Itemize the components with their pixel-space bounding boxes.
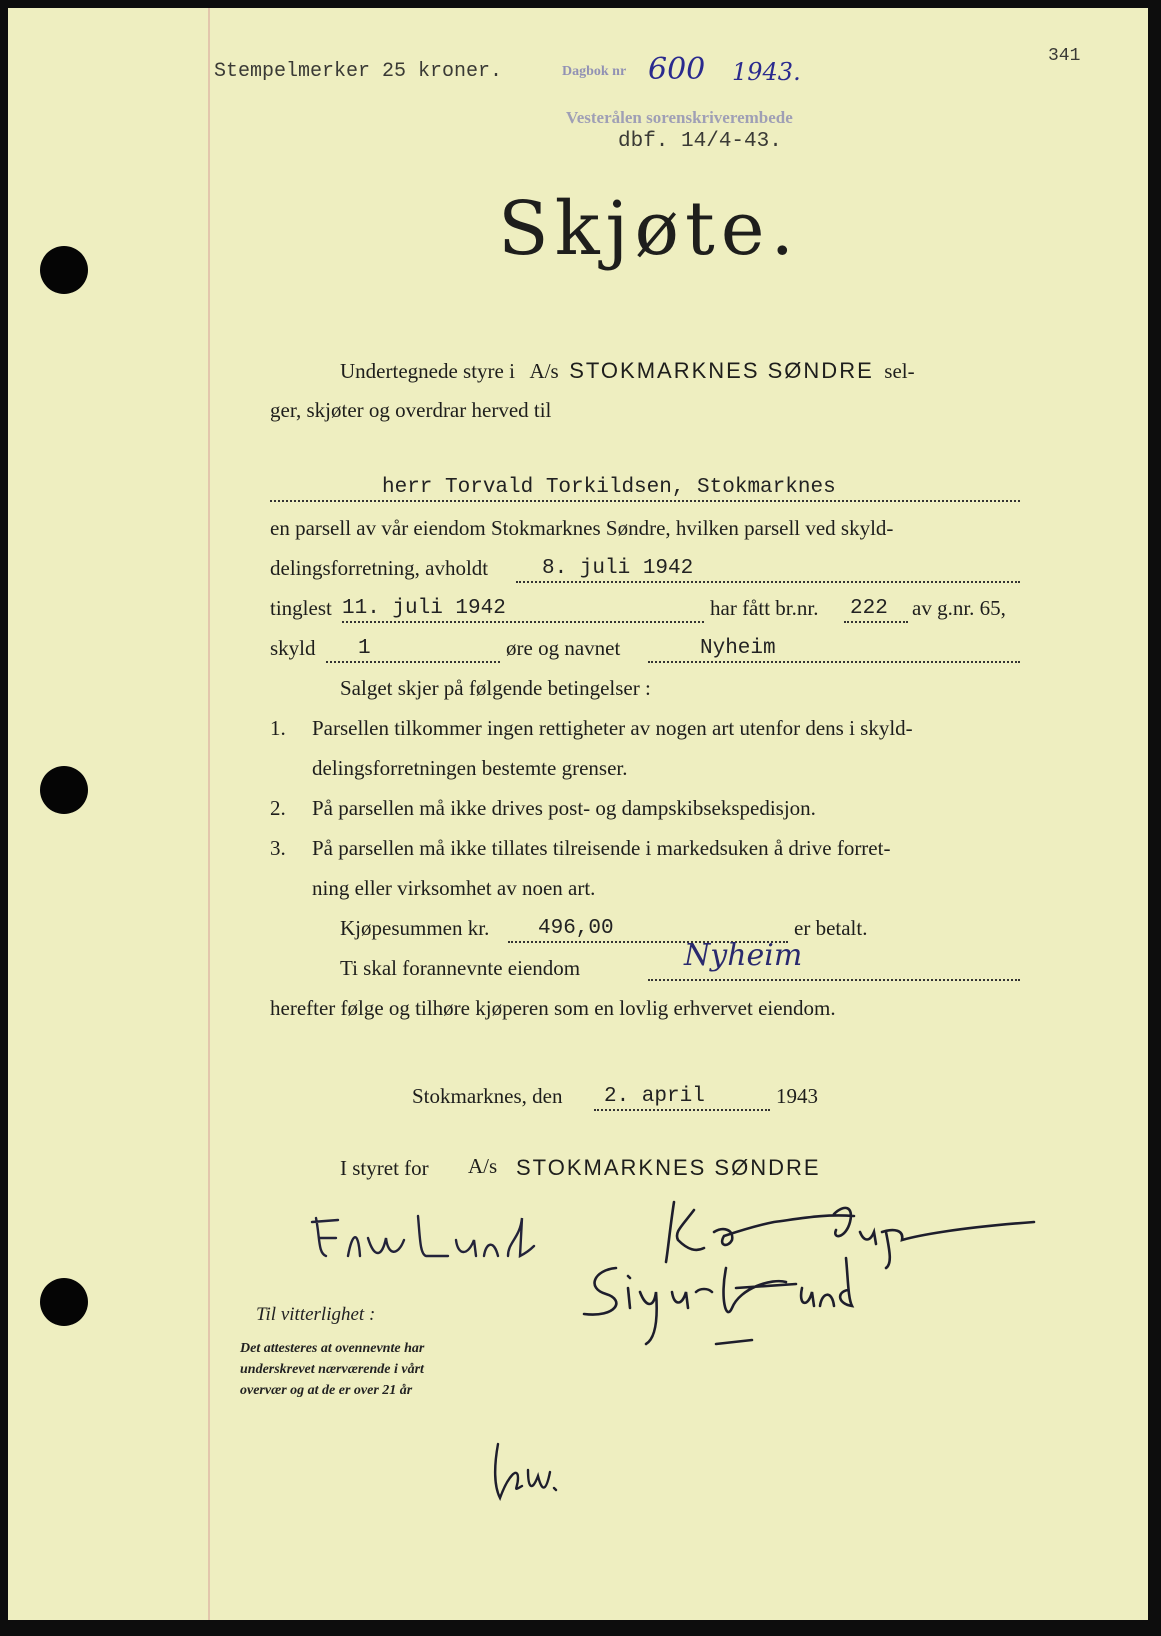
intro-text bbox=[340, 358, 915, 384]
office-stamp: Vesterålen sorenskriverembede bbox=[566, 108, 793, 127]
condition-text: ning eller virksomhet av noen art. bbox=[312, 876, 596, 900]
dbf-note: dbf. 14/4-43. bbox=[618, 130, 782, 153]
board-label: I styret for bbox=[340, 1156, 429, 1180]
skyld-label: skyld bbox=[270, 636, 316, 660]
skyld-value: 1 bbox=[358, 637, 371, 660]
condition-text: På parsellen må ikke drives post- og dampskibsekspedisjon. bbox=[312, 796, 816, 820]
signature-einar-lund bbox=[308, 1198, 548, 1268]
navnet-label: øre og navnet bbox=[506, 636, 621, 660]
condition-number: 2. bbox=[270, 796, 286, 820]
witness-initials-signature bbox=[488, 1436, 578, 1506]
henceforth-dotted-line bbox=[648, 979, 1020, 981]
intro-start: Undertegnede styre i bbox=[340, 359, 515, 383]
brnr-dotted-line bbox=[844, 621, 908, 623]
condition-number: 3. bbox=[270, 836, 286, 860]
board-as-mark: A/s bbox=[468, 1154, 498, 1178]
condition-text: Parsellen tilkommer ingen rettigheter av nogen art utenfor dens i skyld- bbox=[312, 716, 913, 740]
held-date: 8. juli 1942 bbox=[542, 557, 694, 580]
document-title: Skjøte. bbox=[498, 186, 801, 272]
witness-title: Til vitterlighet : bbox=[256, 1304, 376, 1325]
condition-number: 1. bbox=[270, 716, 286, 740]
company-name: STOKMARKNES SØNDRE bbox=[569, 358, 874, 383]
witness-line: Det attesteres at ovennevnte har bbox=[240, 1341, 425, 1356]
body-line-3: en parsell av vår eiendom Stokmarknes Søndre, hvilken parsell ved skyld- bbox=[270, 516, 894, 540]
dateline-date: 2. april bbox=[604, 1085, 705, 1108]
skyld-dotted-line bbox=[326, 661, 500, 663]
punch-hole bbox=[40, 766, 88, 814]
final-line: herefter følge og tilhøre kjøperen som en lovlig erhvervet eiendom. bbox=[270, 996, 836, 1020]
dagbok-number: 600 bbox=[648, 52, 706, 87]
price-label: Kjøpesummen kr. bbox=[340, 916, 490, 940]
dagbok-stamp-label: Dagbok nr bbox=[562, 64, 627, 79]
tinglest-label: tinglest bbox=[270, 596, 332, 620]
price-end: er betalt. bbox=[794, 916, 868, 940]
tinglest-date: 11. juli 1942 bbox=[342, 597, 506, 620]
signature-sigurd-lund bbox=[576, 1248, 896, 1368]
brnr-value: 222 bbox=[850, 597, 888, 620]
conditions-intro: Salget skjer på følgende betingelser : bbox=[340, 676, 651, 700]
punch-hole bbox=[40, 246, 88, 294]
held-dotted-line bbox=[516, 581, 1020, 583]
board-company: STOKMARKNES SØNDRE bbox=[516, 1155, 821, 1180]
intro-line-2: ger, skjøter og overdrar herved til bbox=[270, 398, 552, 422]
price-value: 496,00 bbox=[538, 917, 614, 940]
dateline-dotted-line bbox=[594, 1109, 770, 1111]
dateline-place: Stokmarknes, den bbox=[412, 1084, 563, 1108]
henceforth-name-handwritten: Nyheim bbox=[684, 938, 803, 973]
witness-statement bbox=[240, 1338, 424, 1401]
as-mark: A/s bbox=[529, 359, 559, 383]
tinglest-dotted-line bbox=[342, 621, 704, 623]
intro-hyphen: sel- bbox=[884, 359, 915, 383]
page-number: 341 bbox=[1048, 46, 1081, 66]
condition-text: delingsforretningen bestemte grenser. bbox=[312, 756, 628, 780]
document-page bbox=[8, 8, 1148, 1620]
witness-line: overvær og at de er over 21 år bbox=[240, 1383, 413, 1398]
buyer-name: herr Torvald Torkildsen, Stokmarknes bbox=[382, 476, 836, 499]
brnr-label: har fått br.nr. bbox=[710, 596, 819, 620]
condition-text: På parsellen må ikke tillates tilreisende i markedsuken å drive forret- bbox=[312, 836, 891, 860]
henceforth-label: Ti skal forannevnte eiendom bbox=[340, 956, 581, 980]
name-dotted-line bbox=[648, 661, 1020, 663]
witness-line: underskrevet nærværende i vårt bbox=[240, 1362, 424, 1377]
gnr-label: av g.nr. 65, bbox=[912, 596, 1006, 620]
property-name: Nyheim bbox=[700, 637, 776, 660]
dateline-year: 1943 bbox=[776, 1084, 818, 1108]
dagbok-year: 1943. bbox=[732, 58, 801, 86]
buyer-dotted-line bbox=[270, 500, 1020, 502]
held-label: delingsforretning, avholdt bbox=[270, 556, 489, 580]
punch-hole bbox=[40, 1278, 88, 1326]
stamp-duty-note: Stempelmerker 25 kroner. bbox=[214, 60, 503, 83]
margin-rule bbox=[208, 8, 210, 1620]
